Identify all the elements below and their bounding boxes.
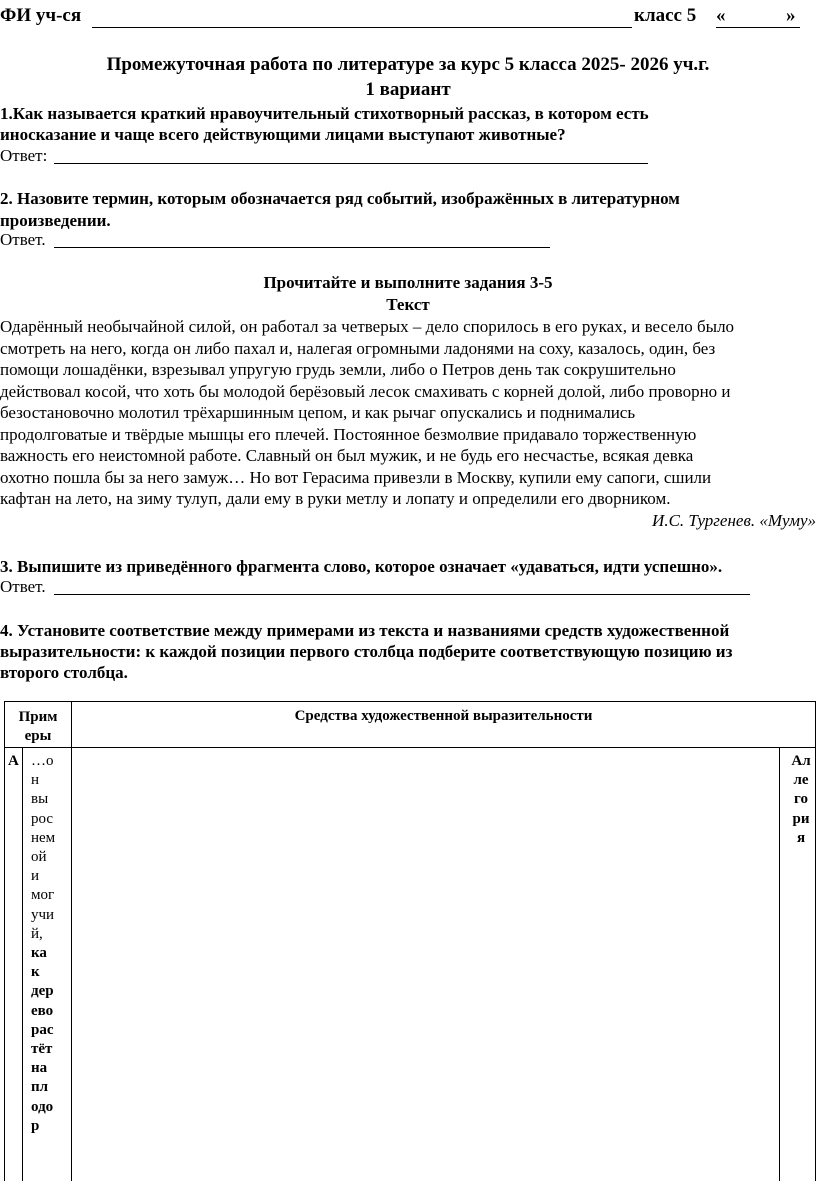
question-3-answer-field[interactable] [54, 594, 750, 595]
question-2-answer-field[interactable] [54, 247, 550, 248]
reading-heading: Прочитайте и выполните задания 3-5 [263, 273, 553, 292]
question-2-answer-label: Ответ. [0, 230, 46, 249]
reading-text-line: охотно пошла бы за него замуж… Но вот Герасима привезли в Москву, купили ему сапоги, сшили [0, 467, 712, 487]
class-open-quote: « [716, 5, 726, 26]
reading-attribution: И.С. Тургенев. «Муму» [652, 511, 816, 530]
table-row-a-letter: А [8, 753, 19, 769]
class-label: класс 5 [634, 5, 697, 26]
question-4-line-3: второго столбца. [0, 663, 128, 682]
question-2-line-1: 2. Назовите термин, которым обозначается ряд событий, изображённых в литературном [0, 189, 680, 208]
question-3-answer-label: Ответ. [0, 577, 46, 596]
student-name-field[interactable] [92, 27, 632, 28]
page-title: Промежуточная работа по литературе за курс 5 класса 2025- 2026 уч.г. [106, 54, 710, 75]
reading-text-line: помощи лошадёнки, взрезывал упругую грудь земли, либо о Петров день так сокрушительно [0, 360, 676, 379]
table-border-header [4, 747, 816, 748]
question-1-line-2: иносказание и чаще всего действующими лицами выступают животные? [0, 125, 566, 144]
question-4-line-2: выразительности: к каждой позиции первого столбца подберите соответствующую позицию из [0, 642, 733, 661]
question-4-line-1: 4. Установите соответствие между примерами из текста и названиями средств художественной [0, 621, 730, 640]
reading-text-line: важность его неистомной работе. Славный он был мужик, и не будь его несчастье, всякая девка [0, 446, 694, 465]
student-name-label: ФИ уч-ся [0, 5, 82, 26]
table-border-left [4, 701, 5, 1181]
question-1-answer-label: Ответ: [0, 146, 48, 165]
question-1-line-1: 1.Как называется краткий нравоучительный стихотворный рассказ, в котором есть [0, 104, 649, 123]
reading-text-line: Одарённый необычайной силой, он работал за четверых – дело спорилось в его руках, и весело было [0, 317, 735, 336]
question-3-text: 3. Выпишите из приведённого фрагмента слово, которое означает «удаваться, идти успешно». [0, 557, 723, 576]
reading-text-line: смотреть на него, когда он либо пахал и, налегая огромными ладонями на соху, казалось, один, без [0, 338, 716, 358]
reading-text-line: кафтан на лето, на зиму тулуп, дали ему в руки метлу и лопату и определили его дворником. [0, 489, 671, 508]
reading-text [0, 316, 816, 510]
reading-text-line: безостановочно молотил трёхаршинным цепом, и как рычаг опускались и поднимались [0, 403, 636, 422]
question-1-answer-field[interactable] [54, 163, 648, 164]
reading-subheading: Текст [386, 295, 430, 314]
variant-title: 1 вариант [365, 79, 451, 100]
question-2-line-2: произведении. [0, 211, 111, 230]
table-row-a-means: Ал ле го ри я [791, 753, 811, 846]
table-border-top [4, 701, 816, 702]
table-header-examples: Прим еры [18, 709, 58, 745]
class-letter-field[interactable] [716, 27, 800, 28]
reading-text-line: продолговатые и твёрдые мышцы его плечей. Постоянное безмолвие придавало торжественную [0, 424, 697, 444]
table-border-means [779, 747, 780, 1181]
table-header-means: Средства художественной выразительности [294, 708, 593, 724]
table-border-letter [22, 747, 23, 1181]
class-close-quote: » [786, 5, 796, 26]
table-row-a-example: …о н вы рос нем ой и мог учи й, ка к дер ево рас тёт на пл одо р [31, 753, 56, 1134]
table-border-col [71, 701, 72, 1181]
reading-text-line: действовал косой, что хоть бы молодой берёзовый лесок смахивать с корней долой, либо проворно и [0, 381, 731, 401]
